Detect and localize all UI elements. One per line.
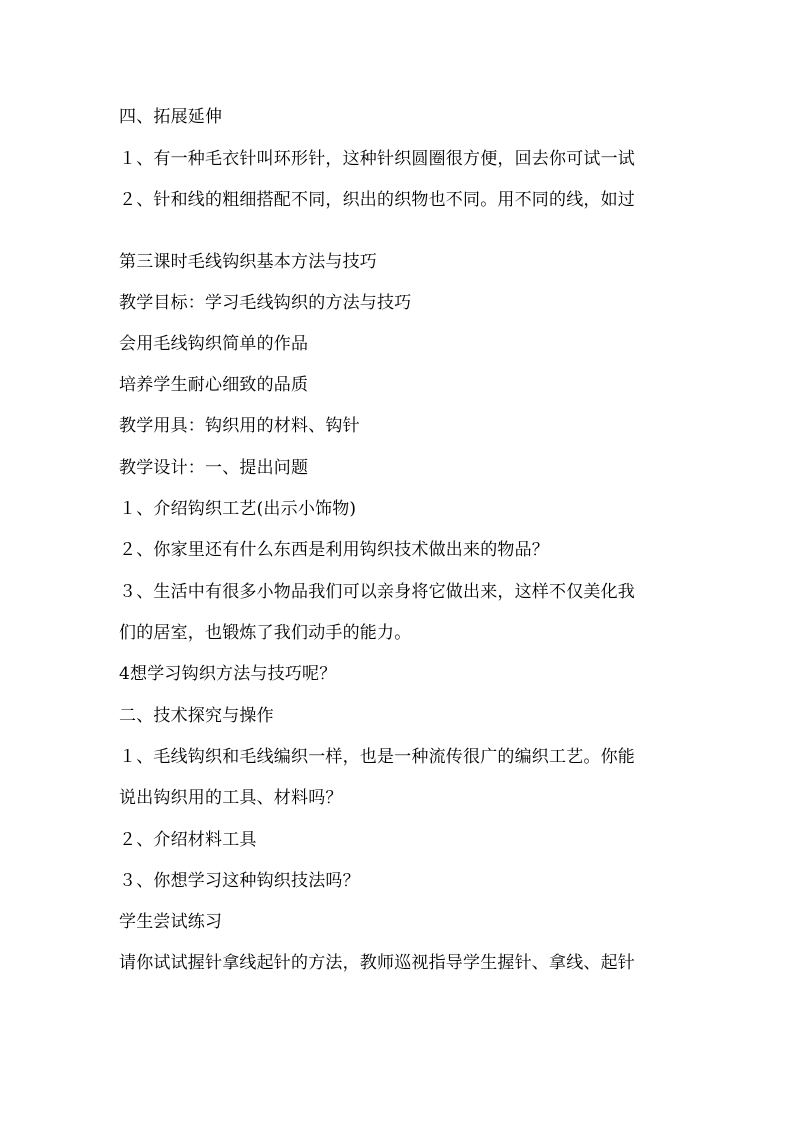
paragraph-line: 教学设计：一、提出问题: [119, 458, 309, 478]
paragraph-line: 会用毛线钩织简单的作品: [119, 334, 309, 354]
paragraph-line: 教学目标：学习毛线钩织的方法与技巧: [119, 293, 412, 313]
lesson-title: 第三课时毛线钩织基本方法与技巧: [119, 252, 377, 272]
paragraph-line: ３、你想学习这种钩织技法吗？: [119, 871, 360, 891]
paragraph-line: 说出钩织用的工具、材料吗？: [119, 788, 343, 808]
paragraph-line: ２、你家里还有什么东西是利用钩织技术做出来的物品？: [119, 540, 549, 560]
paragraph-line: 教学用具：钩织用的材料、钩针: [119, 416, 360, 436]
section-heading-inquiry: 二、技术探究与操作: [119, 706, 274, 726]
section-heading-extension: 四、拓展延伸: [119, 107, 223, 127]
paragraph-line: ２、介绍材料工具: [119, 830, 257, 850]
paragraph-line: 培养学生耐心细致的品质: [119, 375, 309, 395]
paragraph-line: 学生尝试练习: [119, 912, 223, 932]
paragraph-line: １、介绍钩织工艺(出示小饰物): [119, 499, 357, 519]
paragraph-line: 们的居室，也锻炼了我们动手的能力。: [119, 623, 412, 643]
paragraph-line: 4想学习钩织方法与技巧呢？: [119, 664, 337, 684]
paragraph-line: １、毛线钩织和毛线编织一样，也是一种流传很广的编织工艺。你能: [119, 747, 635, 767]
paragraph-line: ２、针和线的粗细搭配不同，织出的织物也不同。用不同的线，如过: [119, 190, 635, 210]
paragraph-line: ３、生活中有很多小物品我们可以亲身将它做出来，这样不仅美化我: [119, 582, 635, 602]
paragraph-line: 请你试试握针拿线起针的方法，教师巡视指导学生握针、拿线、起针: [119, 953, 635, 973]
paragraph-line: １、有一种毛衣针叫环形针，这种针织圆圈很方便，回去你可试一试: [119, 149, 635, 169]
